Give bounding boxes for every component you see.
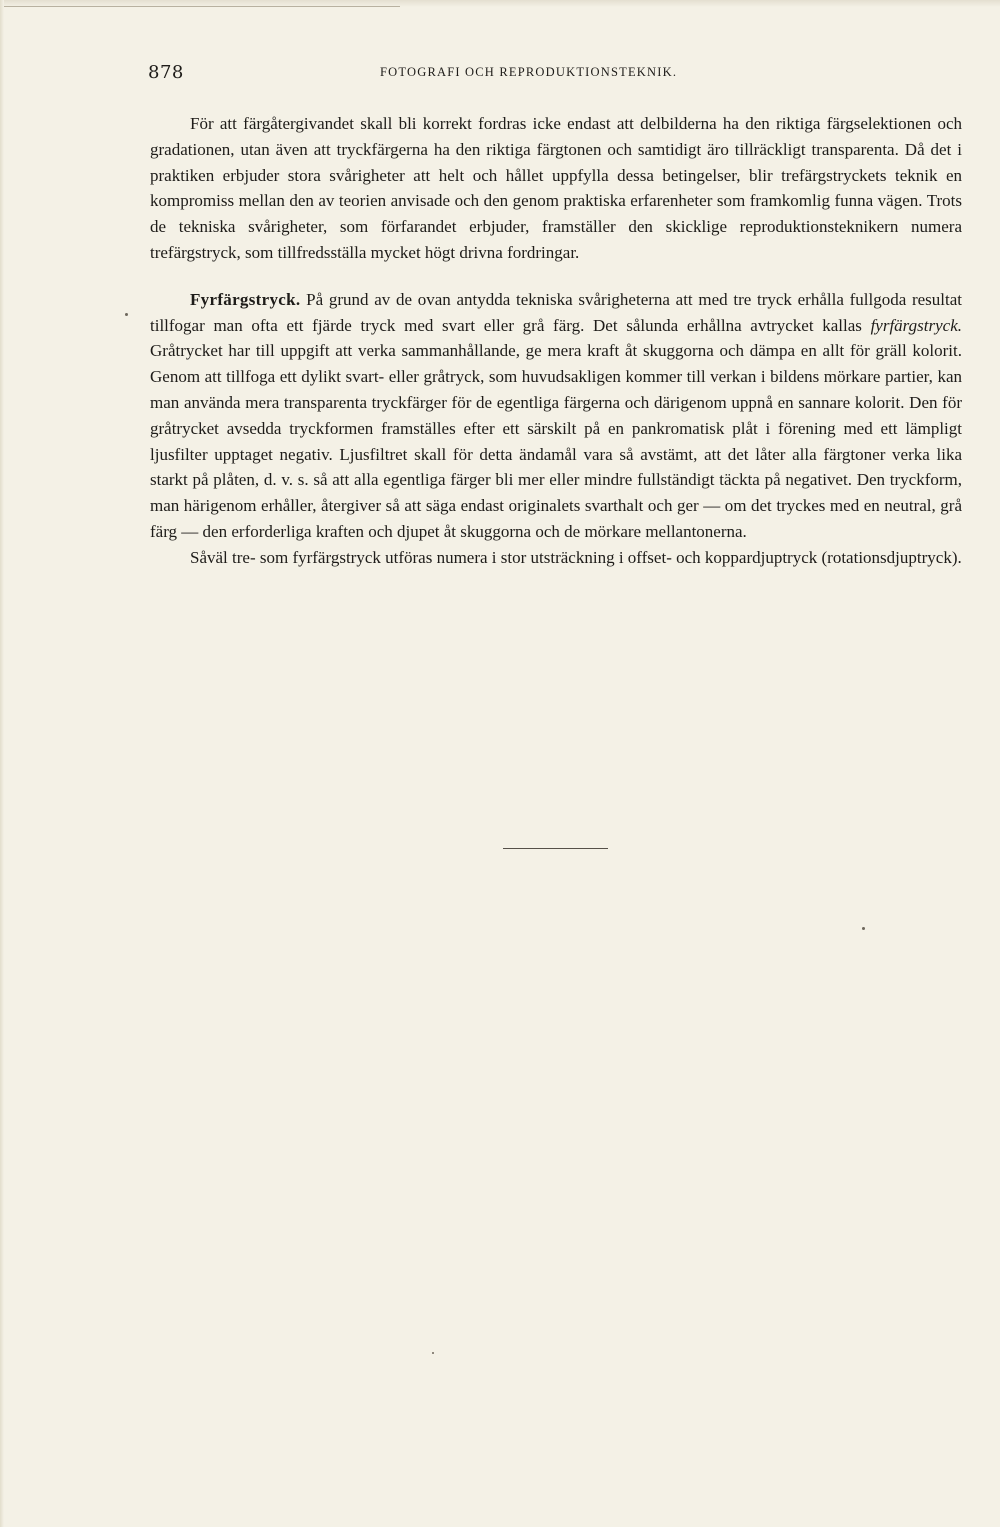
paragraph-text-part-1: På grund av de ovan antydda tekniska svårigheterna att med tre tryck erhålla fullgoda resultat tillfogar man ofta ett fjärde tryck med svart eller grå färg. Det sålunda erhållna avtrycket kallas <box>150 289 962 335</box>
paragraph-offset-gravure: Såväl tre- som fyrfärgstryck utföras numera i stor utsträckning i offset- och koppardjuptryck (rotationsdjuptryck). <box>190 547 962 567</box>
section-end-rule <box>503 848 608 849</box>
paragraph-text-part-2: Gråtrycket har till uppgift att verka sammanhållande, ge mera kraft åt skuggorna och dämpa en allt för gräll kolorit. Genom att tillfoga ett dylikt svart- eller gråtryck, som huvudsakligen kommer till verkan i bildens mörkare partier, kan man använda mera transparenta tryckfärger för de egentliga färgerna och därigenom uppnå en sannare kolorit. Den för gråtrycket avsedda tryckformen framställes efter ett särskilt på en pankromatisk plåt i förening med ett lämpligt ljusfilter upptaget negativ. Ljusfiltret skall för detta ändamål vara så avstämt, att det låter alla färgtoner verka lika starkt på plåten, d. v. s. så att alla egentliga färger bli mer eller mindre fullständigt täckta på negativet. Den tryckform, man härigenom erhåller, återgiver så att säga endast originalets svarthalt och ger — om det tryckes med en neutral, grå färg — den erforderliga kraften och djupet åt skuggorna och de mörkare mellantonerna. <box>150 341 962 541</box>
running-head <box>148 62 964 86</box>
page-number: 878 <box>148 62 184 83</box>
page-left-edge <box>0 0 4 1527</box>
page-top-edge-line <box>0 6 400 7</box>
paragraph-color-reproduction: För att färgåtergivandet skall bli korrekt fordras icke endast att delbilderna ha den riktiga färgselektionen och gradationen, utan även att tryckfärgerna ha den riktiga färgtonen och samtidigt äro tillräckligt transparenta. Då det i praktiken erbjuder stora svårigheter att helt och hållet uppfylla dessa betingelser, blir trefärgstryckets teknik en kompromiss mellan den av teorien anvisade och den genom praktiska erfarenheter som framkomlig funna vägen. Trots de tekniska svårigheter, som förfarandet erbjuder, framställer den skicklige reproduktionsteknikern numera trefärgstryck, som tillfredsställa mycket högt drivna fordringar. <box>150 114 962 262</box>
italic-term-fyrfargstryck: fyrfärgstryck. <box>870 315 962 335</box>
paper-speck <box>125 313 128 316</box>
paper-speck <box>862 927 865 930</box>
running-title: FOTOGRAFI OCH REPRODUKTIONSTEKNIK. <box>380 65 678 79</box>
paragraph-four-color-print <box>150 287 962 545</box>
section-heading-fyrfargstryck: Fyrfärgstryck. <box>190 289 301 309</box>
paper-speck <box>432 1352 434 1354</box>
body-text <box>150 111 962 571</box>
